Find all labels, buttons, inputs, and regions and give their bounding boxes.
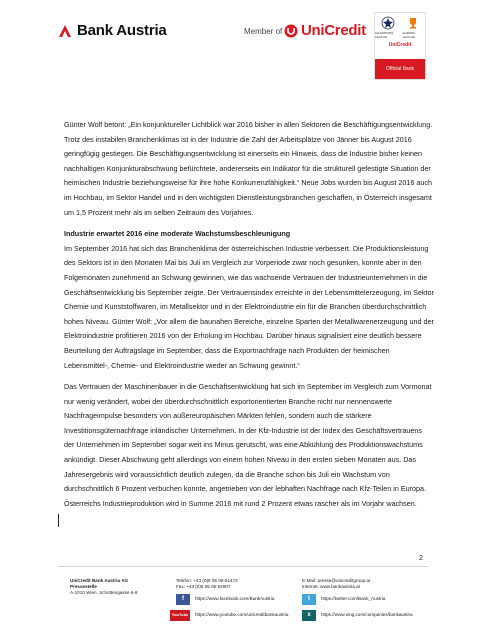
youtube-url[interactable]: https://www.youtube.com/unicreditbankaustria bbox=[195, 612, 289, 618]
unicredit-mark-icon bbox=[284, 24, 298, 38]
twitter-icon: t bbox=[302, 594, 316, 605]
badge-label: Official Bank bbox=[375, 59, 425, 79]
page-number: 2 bbox=[419, 555, 423, 562]
facebook-link[interactable] bbox=[176, 594, 274, 605]
bank-name: Bank Austria bbox=[77, 22, 167, 39]
paragraph-2: Im September 2016 hat sich das Branchenklima der österreichischen Industrie verbessert. Die Produktionsleistung des Sektors ist in den Monaten Mai bis Juli im Vergleich zur Vorperiode zwar noch gesunken, konnte aber in den Folgemonaten zunehmend an Schwung gewinnen, wie das wachsende Vertrauen der Industrieunternehmen in die Geschäftsentwicklung bis September zeigte. Der Vertrauensindex erreichte in der Lebensmittelerzeugung, im Sektor Chemie und Kunststoffwaren, im Metallsektor und in der Elektroindustrie ein für die Branchen überdurchschnittlich hohes Niveau. Günter Wolf: „Vor allem die baunahen Bereiche, einzelne Sparten der Metallwarenerzeugung und der Elektroindustrie profitieren 2016 von der Erholung im Hochbau. Darüber hinaus signalisiert eine deutlich bessere Beurteilung der Auftragslage im September, dass die Exportnachfrage nach Produkten der heimischen Lebensmittel-, Chemie- und Elektroindustrie wieder an Schwung gewinnt.“ bbox=[64, 243, 434, 370]
official-bank-badge bbox=[374, 12, 426, 80]
page-header bbox=[0, 0, 483, 100]
badge-right-caption: EUROPA LEAGUE bbox=[402, 31, 415, 39]
document-body bbox=[64, 118, 434, 518]
badge-sponsor: UniCredit bbox=[388, 42, 412, 48]
footer-contact bbox=[176, 578, 238, 590]
facebook-icon: f bbox=[176, 594, 190, 605]
unicredit-name: UniCredit bbox=[301, 22, 366, 39]
youtube-link[interactable] bbox=[170, 610, 288, 621]
footer-online bbox=[302, 578, 370, 590]
text-cursor bbox=[58, 514, 59, 527]
section-heading: Industrie erwartet 2016 eine moderate Wachstumsbeschleunigung bbox=[64, 229, 291, 239]
footer-street: A-1010 Wien, Schottengasse 6-8 bbox=[70, 590, 138, 596]
footer-fax: Fax: +43 (0)5 05 05-52807 bbox=[176, 584, 231, 590]
page-footer bbox=[0, 570, 483, 626]
bank-austria-mark-icon bbox=[57, 23, 73, 39]
footer-phone: Telefon: +43 (0)5 05 05-51472 bbox=[176, 578, 238, 583]
footer-address bbox=[70, 578, 137, 597]
footer-divider bbox=[58, 566, 428, 567]
youtube-icon: YouTube bbox=[170, 610, 190, 621]
twitter-url[interactable]: https://twitter.com/Bank_Austria bbox=[321, 596, 386, 602]
xing-url[interactable]: https://www.xing.com/companies/bankaustria bbox=[321, 612, 413, 618]
footer-dept: Pressestelle bbox=[70, 584, 97, 590]
facebook-url[interactable]: https://www.facebook.com/BankAustria bbox=[195, 596, 275, 602]
badge-left-caption: CHAMPIONS LEAGUE bbox=[375, 31, 394, 39]
europa-league-trophy-icon bbox=[406, 16, 420, 30]
footer-email[interactable]: E-Mail: presse@unicreditgroup.at bbox=[302, 578, 371, 583]
member-of-label: Member of bbox=[244, 27, 283, 36]
paragraph-3: Das Vertrauen der Maschinenbauer in die Geschäftsentwicklung hat sich im September im Vergleich zum Vormonat nur wenig verändert, wobei der überdurchschnittlich exportorientierten Branche nicht nur nennenswerte Nachfrageimpulse besonders von außereuropäischen Märkten fehlen, sondern auch die stärkere Investitionsgüternachfrage inländischer Unternehmen. In der Kfz-Industrie ist der Index des Geschäftsvertrauens der Unternehmen im September sogar weit ins Minus gerutscht, was eine Abkühlung des Produktionswachstums ankündigt. Dieser Abschwung geht allerdings von einem hohen Niveau in den ersten sieben Monaten aus. Das Jahresergebnis wird voraussichtlich deutlich zulegen, da die Branche schon bis Juli ein Wachstum von durchschnittlich 6 Prozent verbuchen konnte, angetrieben von der lebhaften Nachfrage nach Kfz-Teilen in Europa. Österreichs Industrieproduktion wird in Summe 2016 mit rund 2 Prozent etwas rascher als im Vorjahr wachsen. bbox=[64, 382, 432, 508]
footer-internet[interactable]: Internet: www.bankaustria.at bbox=[302, 584, 360, 590]
xing-icon: x bbox=[302, 610, 316, 621]
xing-link[interactable] bbox=[302, 610, 413, 621]
champions-league-ball-icon bbox=[381, 16, 395, 30]
unicredit-logo bbox=[284, 22, 366, 39]
footer-company: UniCredit Bank Austria AG bbox=[70, 578, 129, 583]
twitter-link[interactable] bbox=[302, 594, 385, 605]
paragraph-1: Günter Wolf betont: „Ein konjunktureller Lichtblick war 2016 bisher in allen Sektoren die Beschäftigungsentwicklung. Trotz des instabilen Branchenklimas ist in der Industrie die Zahl der Arbeitsplätze von Jänner bis August 2016 geringfügig gestiegen. Die Beschäftigungsentwicklung ist einerseits ein Hinweis, dass die Industrie bisher keinen nachhaltigen Konjunkturabschwung befürchtete, andererseits ein Indikator für die strukturell gefestigte Situation der heimischen Industrie beziehungsweise für ihre hohe Konkurrenzfähigkeit.“ Neue Jobs wurden bis August 2016 auch im Hochbau, im Sektor Handel und in den wichtigsten Dienstleistungsbranchen geschaffen, in Österreich insgesamt um 1,5 Prozent mehr als im selben Zeitraum des Vorjahres. bbox=[64, 120, 433, 217]
bank-austria-logo bbox=[57, 22, 167, 39]
